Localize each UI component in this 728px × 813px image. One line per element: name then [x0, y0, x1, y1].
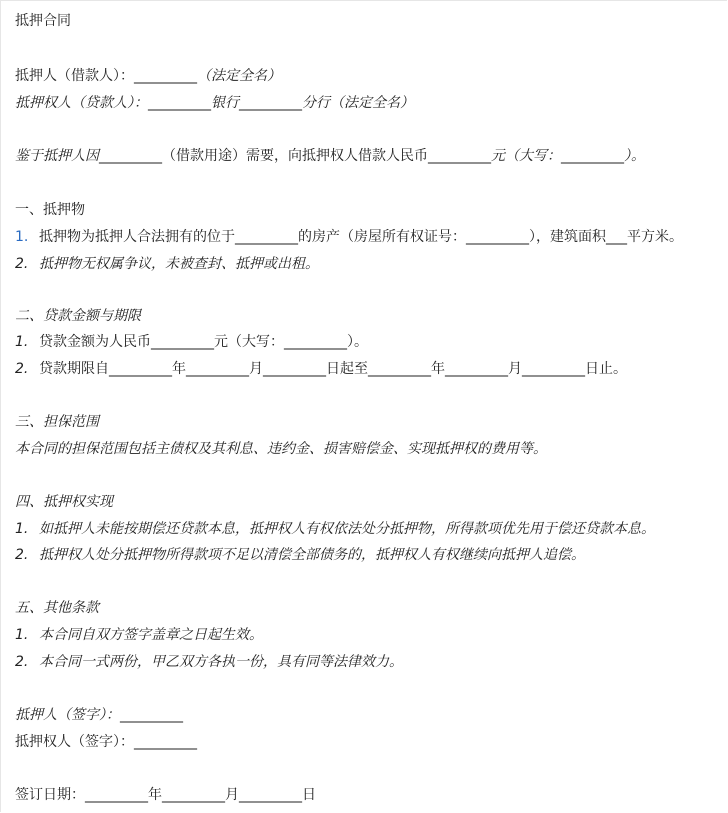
section-heading: 一、抵押物	[15, 202, 85, 218]
list-item	[15, 520, 655, 538]
section-heading: 四、抵押权实现	[15, 494, 113, 510]
mortgagor-line	[15, 67, 281, 85]
preamble	[15, 147, 645, 165]
item-number: 1.	[15, 334, 29, 350]
mortgagor-signature: 抵押人（签字）：_________	[15, 707, 183, 723]
item-text: 本合同一式两份，甲乙双方各执一份，具有同等法律效力。	[39, 654, 403, 670]
preamble-part-3: 元（大写：_________）。	[491, 148, 645, 164]
item-text: 本合同自双方签字盖章之日起生效。	[39, 627, 263, 643]
list-item	[15, 653, 403, 671]
item-text: 贷款金额为人民币_________元（大写：_________）。	[39, 334, 368, 350]
mortgagee-signature: 抵押权人（签字）：_________	[15, 734, 197, 750]
item-text: 如抵押人未能按期偿还贷款本息，抵押权人有权依法处分抵押物，所得款项优先用于偿还贷款本息。	[39, 521, 655, 537]
item-number: 2.	[15, 547, 29, 563]
preamble-part-1: 鉴于抵押人因_________	[15, 148, 162, 164]
section-heading: 五、其他条款	[15, 600, 99, 616]
item-number: 2.	[15, 361, 29, 377]
item-number: 1.	[15, 521, 29, 537]
signing-date: 签订日期：_________年_________月_________日	[15, 787, 316, 803]
preamble-part-2: （借款用途）需要，向抵押权人借款人民币_________	[162, 148, 491, 164]
section-heading: 三、担保范围	[15, 414, 99, 430]
item-number: 2.	[15, 256, 29, 272]
item-text: 抵押物为抵押人合法拥有的位于_________的房产（房屋所有权证号：_________），建筑面积___平方米。	[39, 229, 683, 245]
mortgagee-line: 抵押权人（贷款人）：_________银行_________分行（法定全名）	[15, 95, 414, 111]
section-body: 本合同的担保范围包括主债权及其利息、违约金、损害赔偿金、实现抵押权的费用等。	[15, 441, 547, 457]
list-item	[15, 255, 319, 273]
list-item	[15, 626, 263, 644]
item-number: 1.	[15, 229, 29, 245]
item-text: 贷款期限自_________年_________月_________日起至_________年_________月_________日止。	[39, 361, 627, 377]
item-number: 2.	[15, 654, 29, 670]
document-title: 抵押合同	[15, 13, 71, 29]
list-item	[15, 333, 368, 351]
item-text: 抵押权人处分抵押物所得款项不足以清偿全部债务的，抵押权人有权继续向抵押人追偿。	[39, 547, 585, 563]
item-text: 抵押物无权属争议，未被查封、抵押或出租。	[39, 256, 319, 272]
mortgagor-note: （法定全名）	[197, 68, 281, 84]
mortgagor-label: 抵押人（借款人）：_________	[15, 68, 197, 84]
list-item	[15, 546, 585, 564]
section-heading: 二、贷款金额与期限	[15, 308, 141, 324]
item-number: 1.	[15, 627, 29, 643]
list-item	[15, 360, 627, 378]
list-item	[15, 228, 683, 246]
